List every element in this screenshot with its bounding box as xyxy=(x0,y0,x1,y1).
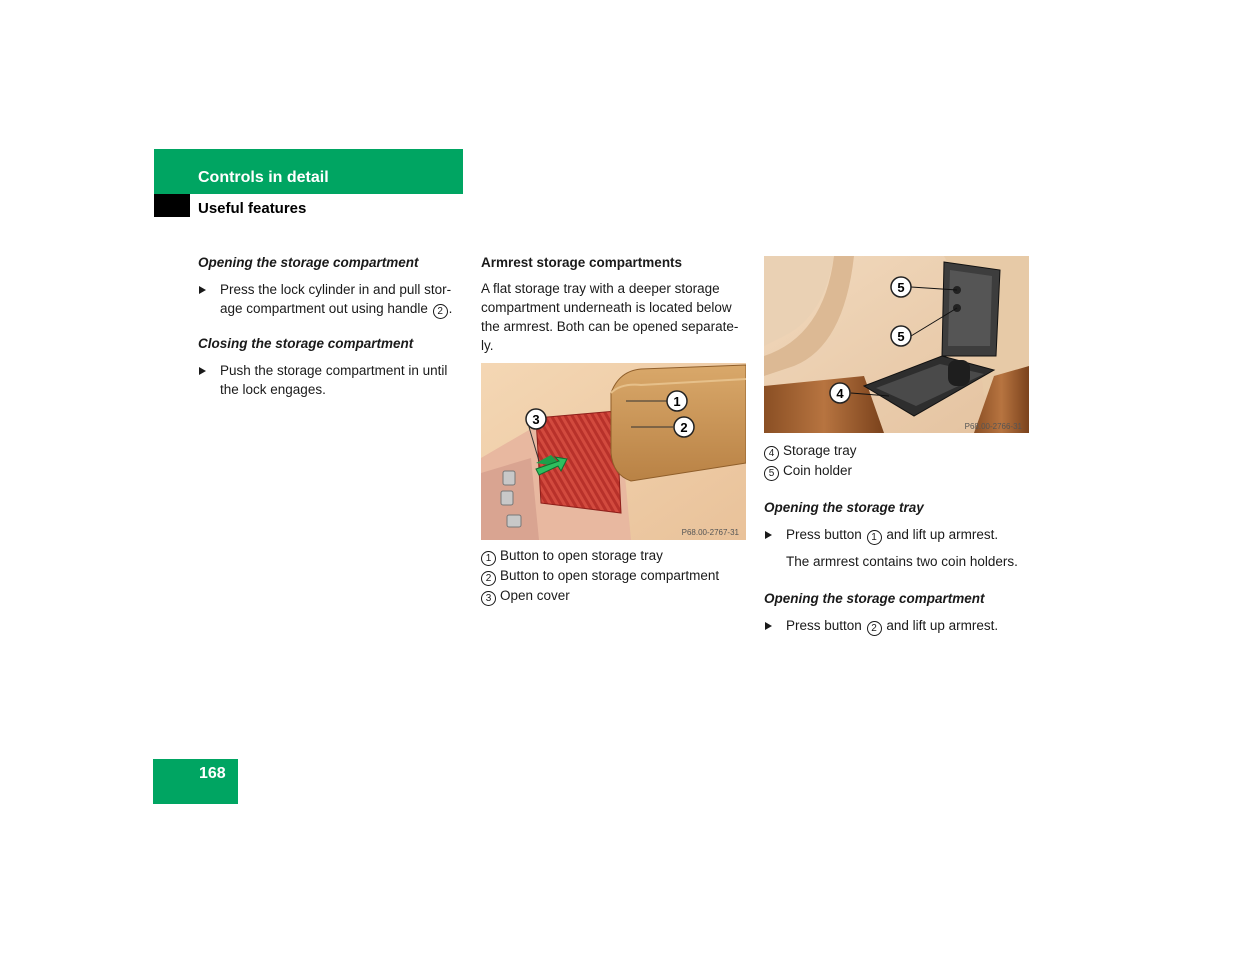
column-middle xyxy=(481,253,749,606)
legend-item xyxy=(764,441,1032,461)
opening-compartment-heading: Opening the storage compartment xyxy=(764,591,985,606)
opening-tray-heading: Opening the storage tray xyxy=(764,500,924,515)
callout-number: 1 xyxy=(481,551,496,566)
callout-label: 3 xyxy=(532,412,540,427)
step-text: Press button xyxy=(786,618,862,633)
legend-text: Open cover xyxy=(500,588,570,603)
paragraph-line: ly. xyxy=(481,338,494,353)
subsection-title: Useful features xyxy=(198,200,307,217)
step-text: Press button xyxy=(786,527,862,542)
armrest-closed-illustration xyxy=(481,363,746,540)
paragraph-line: compartment underneath is located below xyxy=(481,300,732,315)
step-text: Press the lock cylinder in and pull stor- xyxy=(220,282,452,297)
step-text: . xyxy=(448,301,453,316)
legend-text: Button to open storage compartment xyxy=(500,568,720,583)
step-text: the lock engages. xyxy=(220,382,326,397)
callout-number: 3 xyxy=(481,591,496,606)
callout-label: 5 xyxy=(897,329,905,344)
bullet-arrow-icon xyxy=(765,622,772,630)
callout-label: 2 xyxy=(680,420,688,435)
paragraph-line: the armrest. Both can be opened separate- xyxy=(481,319,739,334)
legend-text: Storage tray xyxy=(783,443,857,458)
bullet-arrow-icon xyxy=(765,531,772,539)
armrest-open-illustration xyxy=(764,256,1029,433)
callout-number: 2 xyxy=(867,621,882,636)
page-number: 168 xyxy=(199,765,226,782)
legend-item xyxy=(481,546,749,566)
callout-label: 5 xyxy=(897,280,905,295)
opening-tray-step xyxy=(764,525,1032,545)
column-right xyxy=(764,256,1032,636)
figure-code: P68.00-2767-31 xyxy=(681,528,739,537)
subsection-marker xyxy=(154,194,190,217)
column-left xyxy=(198,253,466,399)
figure-code: P68.00-2766-31 xyxy=(964,422,1022,431)
closing-compartment-heading: Closing the storage compartment xyxy=(198,336,414,351)
callout-number: 2 xyxy=(481,571,496,586)
armrest-heading: Armrest storage compartments xyxy=(481,255,683,270)
tray-note: The armrest contains two coin holders. xyxy=(786,554,1018,569)
paragraph-line: A flat storage tray with a deeper storage xyxy=(481,281,720,296)
callout-number: 4 xyxy=(764,446,779,461)
section-title: Controls in detail xyxy=(198,169,329,186)
callout-number: 5 xyxy=(764,466,779,481)
callout-label: 4 xyxy=(836,386,844,401)
legend-text: Coin holder xyxy=(783,463,853,478)
armrest-paragraph xyxy=(481,279,749,355)
callout-label: 1 xyxy=(673,394,681,409)
step-text: and lift up armrest. xyxy=(886,618,999,633)
bullet-arrow-icon xyxy=(199,286,206,294)
callout-number: 1 xyxy=(867,530,882,545)
closing-compartment-step xyxy=(198,361,466,399)
legend-item xyxy=(764,461,1032,481)
legend-text: Button to open storage tray xyxy=(500,548,663,563)
step-text: age compartment out using handle xyxy=(220,301,428,316)
legend-item xyxy=(481,586,749,606)
legend-item xyxy=(481,566,749,586)
step-text: Push the storage compartment in until xyxy=(220,363,448,378)
opening-compartment-step xyxy=(764,616,1032,636)
bullet-arrow-icon xyxy=(199,367,206,375)
callout-number: 2 xyxy=(433,304,448,319)
opening-compartment-heading: Opening the storage compartment xyxy=(198,255,419,270)
opening-compartment-step xyxy=(198,280,466,319)
step-text: and lift up armrest. xyxy=(886,527,999,542)
